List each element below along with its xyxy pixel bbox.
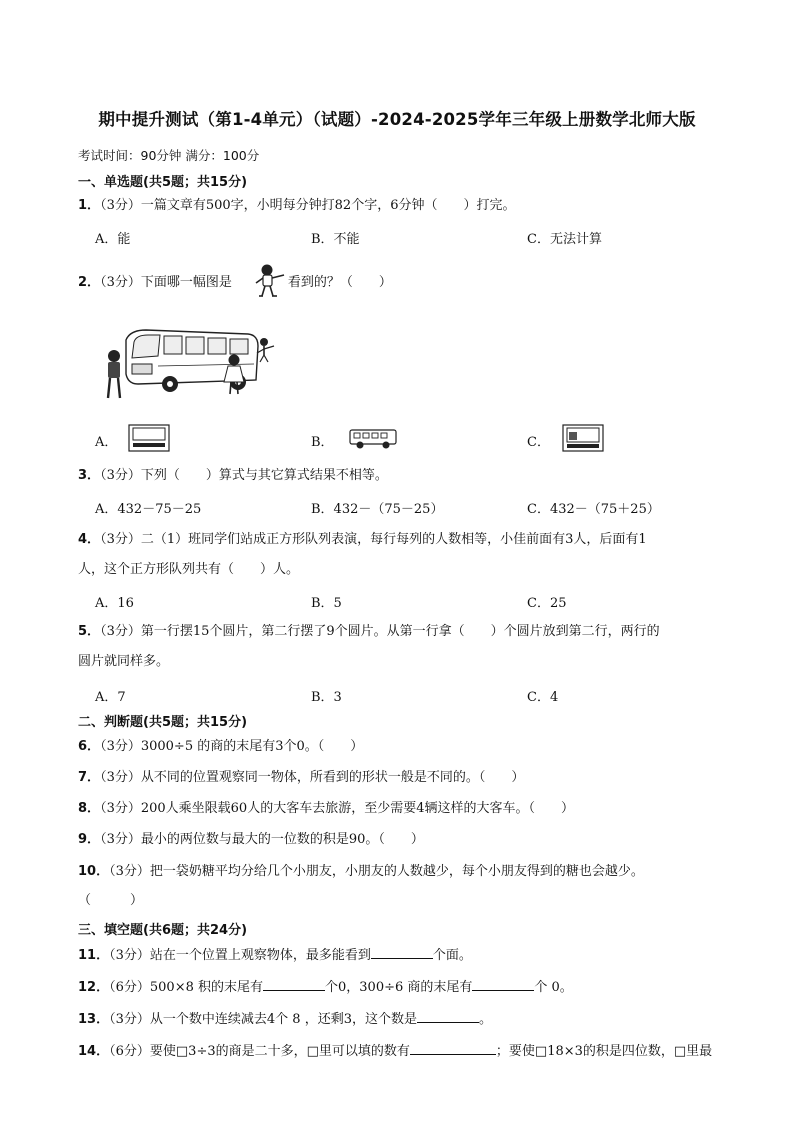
answer-blank[interactable] xyxy=(371,944,433,959)
section-heading: 三、填空题(共6题；共24分) xyxy=(78,923,248,938)
question-10: 10．（3分）把一袋奶糖平均分给几个小朋友，小朋友的人数越少，每个小朋友得到的糖也会越少。 xyxy=(78,864,644,879)
option-b[interactable]: B．5 xyxy=(311,596,342,611)
option-c[interactable]: C．25 xyxy=(527,596,567,611)
question-1: 1．（3分）一篇文章有500字，小明每分钟打82个字，6分钟（ ）打完。 xyxy=(78,198,516,213)
option-b[interactable]: B．432－（75－25） xyxy=(311,502,444,517)
option-a[interactable]: A．7 xyxy=(95,690,126,705)
answer-blank[interactable] xyxy=(472,976,534,991)
question-9: 9．（3分）最小的两位数与最大的一位数的积是90。（ ） xyxy=(78,832,424,847)
answer-bracket[interactable]: （ ） xyxy=(78,893,144,908)
option-c[interactable]: C．无法计算 xyxy=(527,232,602,247)
option-b[interactable]: B．不能 xyxy=(311,232,360,247)
answer-blank[interactable] xyxy=(410,1040,496,1055)
question-5-continued: 圆片就同样多。 xyxy=(78,654,170,669)
question-4: 4．（3分）二（1）班同学们站成正方形队列表演，每行每列的人数相等，小佳前面有3人，后面有1 xyxy=(78,532,647,547)
question-4-continued: 人，这个正方形队列共有（ ）人。 xyxy=(78,562,300,577)
option-a[interactable]: A．432－75－25 xyxy=(95,502,202,517)
option-a[interactable]: A． xyxy=(95,435,118,450)
section-heading: 二、判断题(共5题；共15分) xyxy=(78,715,248,730)
answer-blank[interactable] xyxy=(263,976,325,991)
answer-blank[interactable] xyxy=(417,1008,479,1023)
question-5: 5．（3分）第一行摆15个圆片，第二行摆了9个圆片。从第一行拿（ ）个圆片放到第二行，两行的 xyxy=(78,624,660,639)
van-rear-view-icon[interactable] xyxy=(562,424,604,452)
question-7: 7．（3分）从不同的位置观察同一物体，所看到的形状一般是不同的。（ ） xyxy=(78,770,525,785)
option-b[interactable]: B．3 xyxy=(311,690,342,705)
section-heading: 一、单选题(共5题；共15分) xyxy=(78,175,248,190)
van-scene-illustration xyxy=(98,322,283,406)
question-6: 6．（3分）3000÷5 的商的末尾有3个0。（ ） xyxy=(78,739,364,754)
question-12: 12．（6分）500×8 积的末尾有 个0，300÷6 商的末尾有 个 0。 xyxy=(78,976,573,998)
option-a[interactable]: A．能 xyxy=(95,232,131,247)
option-c[interactable]: C．432－（75＋25） xyxy=(527,502,660,517)
van-side-view-icon[interactable] xyxy=(348,428,398,450)
question-14: 14．（6分）要使□3÷3的商是二十多，□里可以填的数有 ；要使□18×3的积是四位数，□里最 xyxy=(78,1040,712,1062)
question-2: 2．（3分）下面哪一幅图是 看到的？（ ） xyxy=(78,275,392,290)
option-c[interactable]: C．4 xyxy=(527,690,559,705)
question-13: 13．（3分）从一个数中连续减去4个 8 ，还剩3，这个数是 。 xyxy=(78,1008,492,1030)
exam-meta: 考试时间：90分钟 满分：100分 xyxy=(78,148,260,163)
option-b[interactable]: B． xyxy=(311,435,334,450)
page-title: 期中提升测试（第1-4单元）（试题）-2024-2025学年三年级上册数学北师大版 xyxy=(98,110,696,129)
child-observer-icon xyxy=(254,263,288,299)
question-8: 8．（3分）200人乘坐限载60人的大客车去旅游，至少需要4辆这样的大客车。（ ） xyxy=(78,801,574,816)
option-c[interactable]: C． xyxy=(527,435,550,450)
option-a[interactable]: A．16 xyxy=(95,596,134,611)
question-3: 3．（3分）下列（ ）算式与其它算式结果不相等。 xyxy=(78,468,388,483)
question-11: 11．（3分）站在一个位置上观察物体，最多能看到 个面。 xyxy=(78,944,472,966)
van-front-view-icon[interactable] xyxy=(128,424,170,452)
